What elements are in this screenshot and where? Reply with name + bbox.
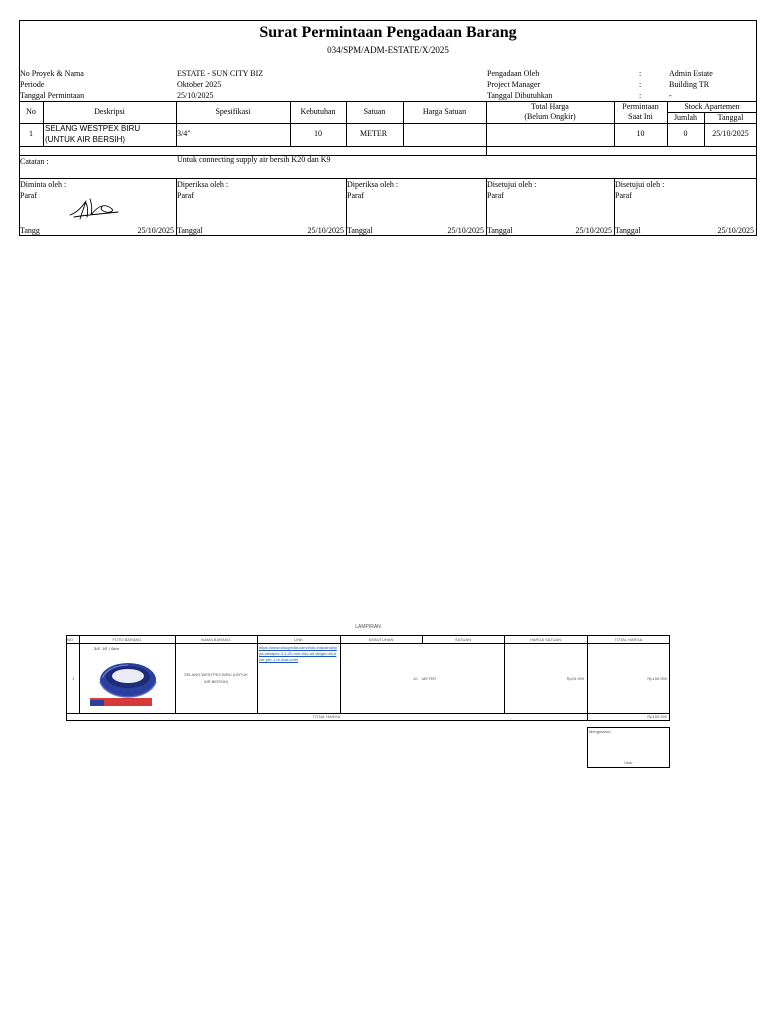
sig-paraf-1: Paraf	[20, 191, 37, 200]
info-label-pengadaan: Pengadaan Oleh	[487, 69, 540, 78]
att-header-foto: FOTO BARANG	[112, 637, 142, 642]
header-stock-apartemen: Stock Apartemen	[684, 102, 740, 111]
header-saat-ini: Saat Ini	[628, 112, 653, 121]
row-jumlah: 0	[683, 129, 688, 138]
info-value-pengadaan: Admin Estate	[669, 69, 713, 78]
header-jumlah: Jumlah	[673, 113, 698, 122]
att-header-total: TOTAL HARGA	[614, 637, 643, 642]
attachment-header-line	[66, 643, 670, 644]
att-row-total: Rp159.990	[647, 676, 667, 681]
sig-tanggal-3: 25/10/2025	[447, 226, 484, 235]
row-tanggal: 25/10/2025	[712, 129, 749, 138]
info-label-tanggal: Tanggal Permintaan	[20, 91, 85, 100]
header-spesifikasi: Spesifikasi	[215, 107, 251, 116]
sig-paraf-5: Paraf	[615, 191, 632, 200]
sig-role-3: Diperiksa oleh :	[347, 180, 399, 189]
row-deskripsi-2: (UNTUK AIR BERSIH)	[45, 135, 126, 144]
form-title: Surat Permintaan Pengadaan Barang	[259, 24, 517, 41]
sig-paraf-4: Paraf	[487, 191, 504, 200]
form-number: 034/SPM/ADM-ESTATE/X/2025	[327, 45, 449, 55]
catatan-label: Catatan :	[20, 157, 49, 166]
att-row-no: 1	[72, 676, 75, 681]
att-header-link: LINK	[294, 637, 303, 642]
table-line-blank-bottom	[19, 155, 757, 156]
sig-paraf-2: Paraf	[177, 191, 194, 200]
attachment-title: LAMPIRAN	[355, 624, 381, 630]
table-line-row-bottom	[19, 146, 757, 147]
att-row-nama-1: SELANG WESTPEX BIRU (UNTUK	[184, 672, 248, 677]
sig-tanggal-label-2: Tanggal	[177, 226, 203, 235]
att-header-no: NO	[67, 637, 73, 642]
product-photo-caption: 3/4" 18" / 6km	[94, 646, 119, 651]
att-total-label: TOTAL HARGA	[312, 714, 341, 719]
header-tanggal: Tanggal	[717, 113, 744, 122]
att-col-1	[79, 635, 80, 713]
catatan-value: Untuk connecting supply air bersih K20 dan K9	[177, 155, 331, 164]
att-col-3	[257, 635, 258, 713]
att-col-4	[340, 635, 341, 713]
att-row-nama-2: AIR BERSIH)	[203, 679, 228, 684]
sig-tanggal-label-1: Tangg	[20, 226, 40, 235]
header-total-harga: Total Harga	[531, 102, 569, 111]
info-label-periode: Periode	[20, 80, 45, 89]
info-label-proyek: No Proyek & Nama	[20, 69, 84, 78]
sig-role-5: Disetujui oleh :	[615, 180, 665, 189]
sig-role-1: Diminta oleh :	[20, 180, 67, 189]
att-row-kebutuhan: 10	[413, 676, 418, 681]
table-line-catatan-bottom	[19, 178, 757, 179]
handwritten-signature	[66, 193, 126, 223]
product-photo	[90, 646, 160, 710]
info-value-proyek: ESTATE - SUN CITY BIZ	[177, 69, 264, 78]
info-value-pm: Building TR	[669, 80, 710, 89]
att-total-value: Rp159.990	[647, 714, 667, 719]
info-sep-pm: :	[639, 80, 642, 89]
att-header-kebutuhan: KEBUTUHAN	[368, 637, 394, 642]
sig-tanggal-4: 25/10/2025	[575, 226, 612, 235]
mengetahui-label: Mengetahui :	[589, 729, 613, 734]
row-no: 1	[29, 129, 33, 138]
info-sep-dibutuhkan: :	[639, 91, 642, 100]
att-header-satuan: SATUAN	[455, 637, 471, 642]
info-value-tanggal: 25/10/2025	[177, 91, 214, 100]
product-link[interactable]: https://www.tokopedia.com/indo-industrial/pipa-westpex-3-4-20-mm-biru-air-dingin-roll-ecer-per-1-m-dua-coret	[259, 645, 337, 662]
header-satuan: Satuan	[363, 107, 386, 116]
info-sep-pengadaan: :	[639, 69, 642, 78]
hose-coil-icon	[90, 650, 160, 714]
sig-role-2: Diperiksa oleh :	[177, 180, 229, 189]
row-spesifikasi: 3/4"	[177, 129, 191, 138]
sig-tanggal-label-4: Tanggal	[487, 226, 513, 235]
sig-tanggal-5: 25/10/2025	[717, 226, 754, 235]
header-deskripsi: Deskripsi	[94, 107, 125, 116]
row-deskripsi-1: SELANG WESTPEX BIRU	[45, 124, 141, 133]
header-harga-satuan: Harga Satuan	[422, 107, 467, 116]
user-label: User	[624, 760, 633, 765]
sig-tanggal-2: 25/10/2025	[307, 226, 344, 235]
att-row-satuan: METER	[422, 676, 436, 681]
row-kebutuhan: 10	[314, 129, 322, 138]
row-permintaan: 10	[636, 129, 645, 138]
sig-tanggal-1: 25/10/2025	[137, 226, 174, 235]
att-header-nama: NAMA BARANG	[201, 637, 231, 642]
info-label-dibutuhkan: Tanggal Dibutuhkan	[487, 91, 553, 100]
header-no: No	[26, 107, 36, 116]
sig-tanggal-label-5: Tanggal	[615, 226, 641, 235]
info-label-pm: Project Manager	[487, 80, 541, 89]
header-kebutuhan: Kebutuhan	[300, 107, 336, 116]
sig-paraf-3: Paraf	[347, 191, 364, 200]
info-value-dibutuhkan: -	[669, 91, 672, 100]
info-value-periode: Oktober 2025	[177, 80, 222, 89]
sig-tanggal-label-3: Tanggal	[347, 226, 373, 235]
header-belum-ongkir: (Belum Ongkir)	[524, 112, 576, 121]
att-header-harga: HARGA SATUAN	[529, 637, 562, 642]
sig-role-4: Disetujui oleh :	[487, 180, 537, 189]
header-permintaan: Permintaan	[622, 102, 659, 111]
att-col-6	[504, 635, 505, 713]
row-satuan: METER	[360, 129, 388, 138]
att-row-harga: Rp15.999	[566, 676, 584, 681]
